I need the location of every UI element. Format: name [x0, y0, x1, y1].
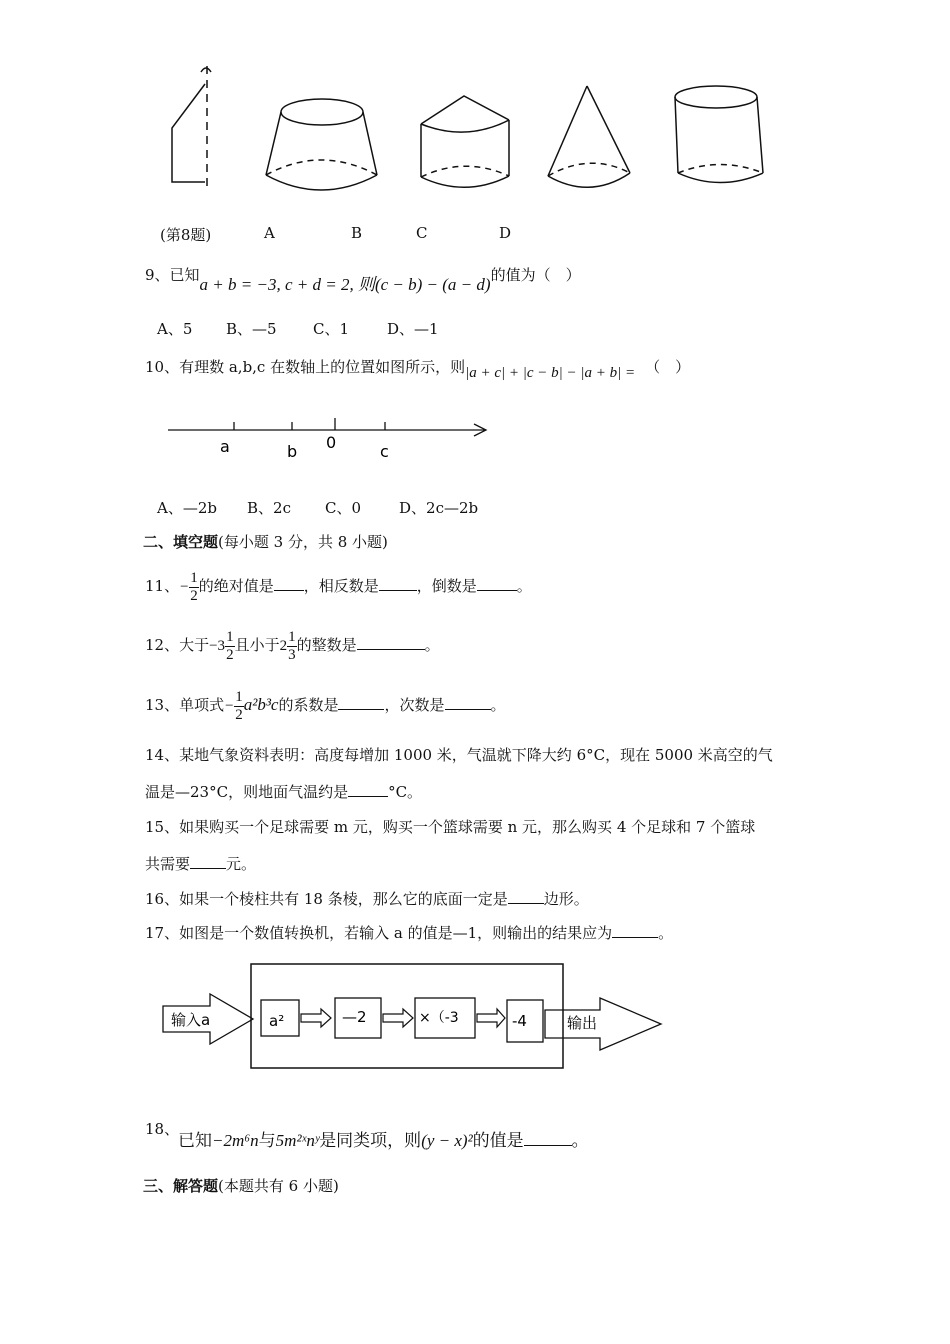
section3-heading	[143, 1175, 339, 1196]
q14-line2b: °C。	[388, 783, 423, 801]
q12-prefix: 12、大于	[145, 636, 210, 654]
cylinder-figure	[675, 86, 763, 183]
rotation-shape-figure	[172, 66, 211, 192]
q12-text: 的整数是	[296, 636, 357, 654]
q10-expression: |a + c| + |c − b| − |a + b| =	[465, 365, 636, 381]
q10-option-b: B、2c	[247, 499, 291, 517]
q12-mid: 且小于	[234, 636, 280, 654]
q16-line	[145, 888, 589, 909]
q13-line	[145, 685, 506, 726]
q14-line2	[145, 781, 422, 802]
q9-option-a: A、5	[157, 320, 193, 338]
q14-blank	[348, 782, 388, 797]
q11-line	[145, 566, 532, 607]
q9-option-c: C、1	[313, 320, 350, 338]
q13-prefix: 13、单项式	[145, 696, 225, 714]
q18-blank	[524, 1136, 572, 1146]
input-label: 输入a	[171, 1011, 211, 1029]
q13-fraction	[234, 689, 244, 724]
q18-expr3: (y − x)²	[421, 1131, 473, 1150]
q13-minus: −	[224, 698, 235, 714]
step-times-neg-three: ×（-3	[419, 1010, 459, 1026]
q12-f1-den: 2	[226, 646, 234, 663]
q17-end: 。	[658, 924, 674, 942]
q13-text1: 的系数是	[278, 696, 339, 714]
q11-minus: −	[179, 579, 190, 595]
step-square: a²	[269, 1012, 285, 1030]
q10-number-line	[160, 410, 500, 470]
q15-line2b: 元。	[226, 855, 257, 873]
q14-line2a: 温是—23°C，则地面气温约是	[145, 783, 349, 801]
q8-option-b: B	[351, 224, 363, 242]
q8-caption: (第8题)	[160, 226, 212, 244]
q11-end: 。	[516, 577, 532, 595]
q18-text-d: 的值是	[472, 1131, 524, 1151]
q11-text1: 的绝对值是	[198, 577, 274, 595]
q12-fraction2	[287, 629, 297, 664]
q14-line1: 14、某地气象资料表明：高度每增加 1000 米，气温就下降大约 6°C，现在 5000 米高空的气	[145, 746, 773, 764]
q11-text2: ，相反数是	[303, 577, 379, 595]
q11-blank1	[274, 576, 304, 591]
q11-prefix: 11、	[145, 577, 180, 595]
section2-heading	[143, 531, 388, 552]
q13-blank1	[338, 695, 384, 710]
section2-note: (每小题 3 分，共 8 小题)	[218, 533, 388, 551]
q9-tail: 的值为（ ）	[490, 266, 581, 284]
q11-numerator: 1	[190, 569, 198, 586]
q8-figure	[0, 0, 950, 215]
q8-option-a: A	[264, 224, 275, 242]
q18-end: 。	[571, 1131, 589, 1151]
axis-label-b: b	[287, 442, 298, 461]
cone-cylinder-figure	[421, 96, 509, 187]
q15-line2a: 共需要	[145, 855, 191, 873]
q18-text-a: 已知	[178, 1131, 212, 1151]
q12-blank	[357, 635, 425, 650]
section2-title: 二、填空题	[143, 533, 219, 551]
q9-option-b: B、—5	[226, 320, 277, 338]
q18-line	[178, 1126, 589, 1151]
q18-text-b: 与	[258, 1131, 276, 1151]
q10-stem	[145, 356, 691, 381]
q13-numerator: 1	[235, 688, 243, 705]
q17-conversion-machine	[155, 958, 675, 1076]
q12-line	[145, 625, 440, 666]
q16-text: 16、如果一个棱柱共有 18 条棱，那么它的底面一定是	[145, 890, 508, 908]
q18-expr2: 5m²ˣnʸ	[275, 1131, 320, 1150]
q12-fraction1	[225, 629, 235, 664]
q11-blank3	[477, 576, 517, 591]
q12-f2-den: 3	[288, 646, 296, 663]
q10-option-d: D、2c—2b	[399, 499, 479, 517]
q11-blank2	[379, 576, 417, 591]
q17-text: 17、如图是一个数值转换机，若输入 a 的值是—1，则输出的结果应为	[145, 924, 613, 942]
q10-option-c: C、0	[325, 499, 362, 517]
q18-number: 18、	[145, 1120, 180, 1138]
q12-f2-num: 1	[288, 628, 296, 645]
q15-line2	[145, 853, 256, 874]
q13-monomial: a²b³c	[243, 695, 279, 714]
cone-figure	[548, 86, 630, 187]
q8-option-d: D	[499, 224, 512, 242]
section3-note: (本题共有 6 小题)	[218, 1177, 339, 1195]
q8-option-c: C	[416, 224, 428, 242]
q9-number: 9、已知	[145, 266, 200, 284]
q13-text2: ，次数是	[384, 696, 445, 714]
q12-whole2: 2	[279, 638, 288, 654]
q10-text: 10、有理数 a,b,c 在数轴上的位置如图所示，则	[145, 358, 466, 376]
q16-blank	[508, 889, 544, 904]
q9-expression: a + b = −3, c + d = 2, 则(c − b) − (a − d)	[199, 275, 491, 294]
q12-whole1: −3	[209, 638, 226, 654]
q15-blank	[190, 854, 226, 869]
q11-fraction	[189, 570, 199, 605]
q10-tail: （ ）	[645, 358, 691, 376]
section3-title: 三、解答题	[143, 1177, 219, 1195]
q13-end: 。	[490, 696, 506, 714]
q12-end: 。	[424, 636, 440, 654]
step-minus-four: -4	[512, 1012, 527, 1030]
q9-option-d: D、—1	[387, 320, 439, 338]
q17-line	[145, 922, 673, 943]
q10-option-a: A、—2b	[157, 499, 217, 517]
q17-blank	[612, 923, 658, 938]
q11-denominator: 2	[190, 587, 198, 604]
axis-label-c: c	[380, 442, 389, 461]
q13-blank2	[445, 695, 491, 710]
output-label: 输出	[567, 1014, 598, 1032]
q18-expr1: −2m⁶n	[212, 1131, 259, 1150]
q18-text-c: 是同类项，则	[319, 1131, 422, 1151]
axis-label-0: 0	[326, 433, 337, 452]
q13-denominator: 2	[235, 706, 243, 723]
q11-text3: ，倒数是	[416, 577, 477, 595]
q15-line1: 15、如果购买一个足球需要 m 元，购买一个篮球需要 n 元，那么购买 4 个足球和 7 个篮球	[145, 818, 756, 836]
q12-f1-num: 1	[226, 628, 234, 645]
axis-label-a: a	[220, 437, 230, 456]
q9-stem	[145, 260, 581, 294]
q16-end: 边形。	[543, 890, 589, 908]
frustum-figure	[266, 99, 377, 190]
step-minus-two: —2	[342, 1008, 367, 1026]
